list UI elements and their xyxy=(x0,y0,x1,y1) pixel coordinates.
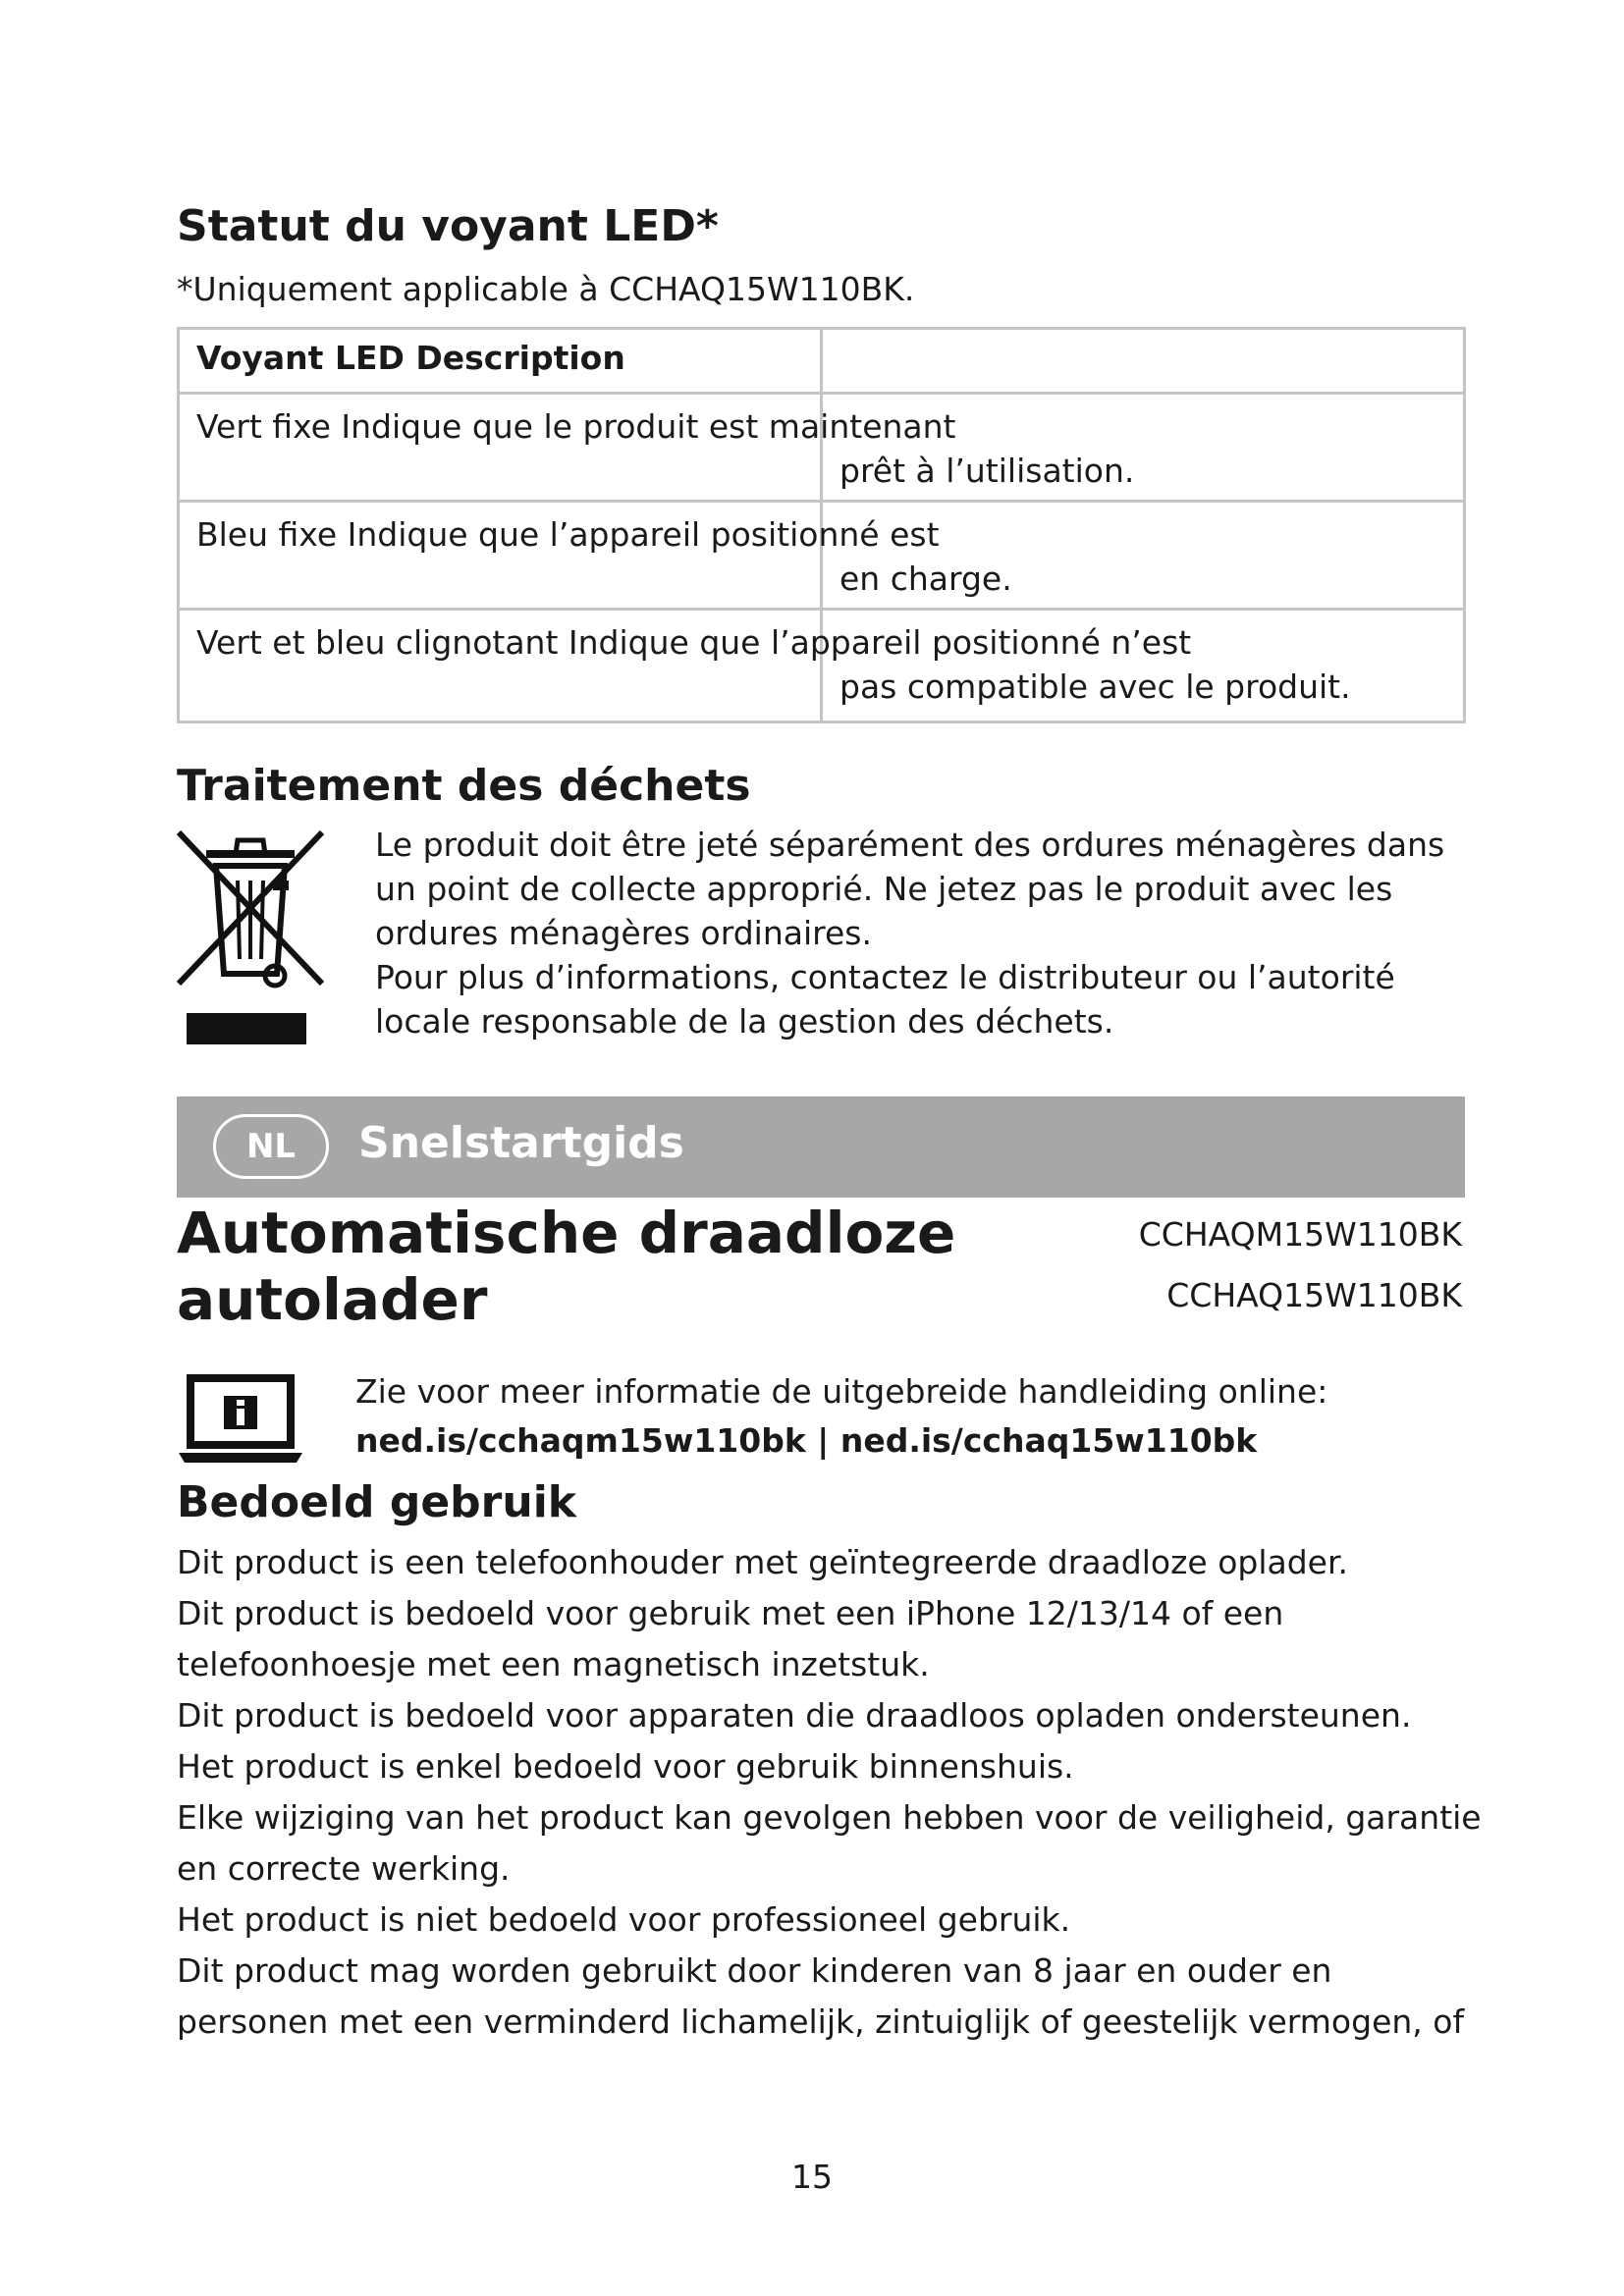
table-row-2-line1: Bleu fixe Indique que l’appareil positionné est xyxy=(196,515,940,554)
table-row-1-line1: Vert fixe Indique que le produit est maintenant xyxy=(196,407,956,446)
waste-line-1: Le produit doit être jeté séparément des ordures ménagères dans xyxy=(375,826,1445,864)
crossed-out-wheelie-bin-icon xyxy=(177,827,324,1047)
table-row-2-line2: en charge. xyxy=(839,560,1012,598)
manual-links[interactable]: ned.is/cchaqm15w110bk | ned.is/cchaq15w110bk xyxy=(355,1421,1258,1460)
table-row-1-line2: prêt à l’utilisation. xyxy=(839,452,1135,490)
waste-section-title: Traitement des déchets xyxy=(177,761,751,811)
table-row-3-line1: Vert et bleu clignotant Indique que l’appareil positionné n’est xyxy=(196,623,1192,662)
waste-line-4: Pour plus d’informations, contactez le distributeur ou l’autorité xyxy=(375,958,1395,996)
table-row-divider xyxy=(180,500,1463,503)
intended-use-line-2: Dit product is bedoeld voor gebruik met een iPhone 12/13/14 of een xyxy=(177,1594,1284,1632)
model-numbers xyxy=(1139,1204,1462,1326)
laptop-info-icon xyxy=(177,1374,304,1465)
intended-use-title: Bedoeld gebruik xyxy=(177,1477,577,1527)
table-row-3-line2: pas compatible avec le produit. xyxy=(839,667,1351,706)
intended-use-line-9: Dit product mag worden gebruikt door kinderen van 8 jaar en ouder en xyxy=(177,1951,1332,1990)
product-title-line2: autolader xyxy=(177,1266,488,1333)
intended-use-line-4: Dit product is bedoeld voor apparaten die draadloos opladen ondersteunen. xyxy=(177,1696,1412,1735)
model-number-1: CCHAQM15W110BK xyxy=(1138,1215,1462,1254)
waste-line-2: un point de collecte approprié. Ne jetez pas le produit avec les xyxy=(375,870,1393,908)
table-row-divider xyxy=(180,392,1463,395)
intended-use-line-3: telefoonhoesje met een magnetisch inzetstuk. xyxy=(177,1645,930,1683)
intended-use-line-10: personen met een verminderd lichamelijk, zintuiglijk of geestelijk vermogen, of xyxy=(177,2002,1465,2041)
intended-use-line-6: Elke wijziging van het product kan gevolgen hebben voor de veiligheid, garantie xyxy=(177,1798,1482,1837)
model-number-2: CCHAQ15W110BK xyxy=(1166,1276,1462,1314)
intended-use-line-7: en correcte werking. xyxy=(177,1849,511,1888)
led-status-table xyxy=(177,327,1466,723)
led-section-title: Statut du voyant LED* xyxy=(177,201,719,251)
product-title xyxy=(177,1200,955,1333)
table-row-divider xyxy=(180,608,1463,611)
language-banner xyxy=(177,1096,1465,1198)
waste-line-5: locale responsable de la gestion des déchets. xyxy=(375,1002,1114,1041)
led-section-note: *Uniquement applicable à CCHAQ15W110BK. xyxy=(177,270,915,308)
product-title-line1: Automatische draadloze xyxy=(177,1200,956,1266)
language-badge: NL xyxy=(213,1114,329,1179)
online-info-text: Zie voor meer informatie de uitgebreide handleiding online: xyxy=(355,1372,1328,1411)
intended-use-line-5: Het product is enkel bedoeld voor gebruik binnenshuis. xyxy=(177,1747,1074,1786)
intended-use-line-8: Het product is niet bedoeld voor professioneel gebruik. xyxy=(177,1900,1071,1939)
waste-line-3: ordures ménagères ordinaires. xyxy=(375,914,872,952)
banner-title: Snelstartgids xyxy=(358,1118,684,1168)
table-header-col1: Voyant LED Description xyxy=(196,339,625,377)
page-number: 15 xyxy=(791,2158,833,2196)
intended-use-line-1: Dit product is een telefoonhouder met geïntegreerde draadloze oplader. xyxy=(177,1543,1348,1581)
